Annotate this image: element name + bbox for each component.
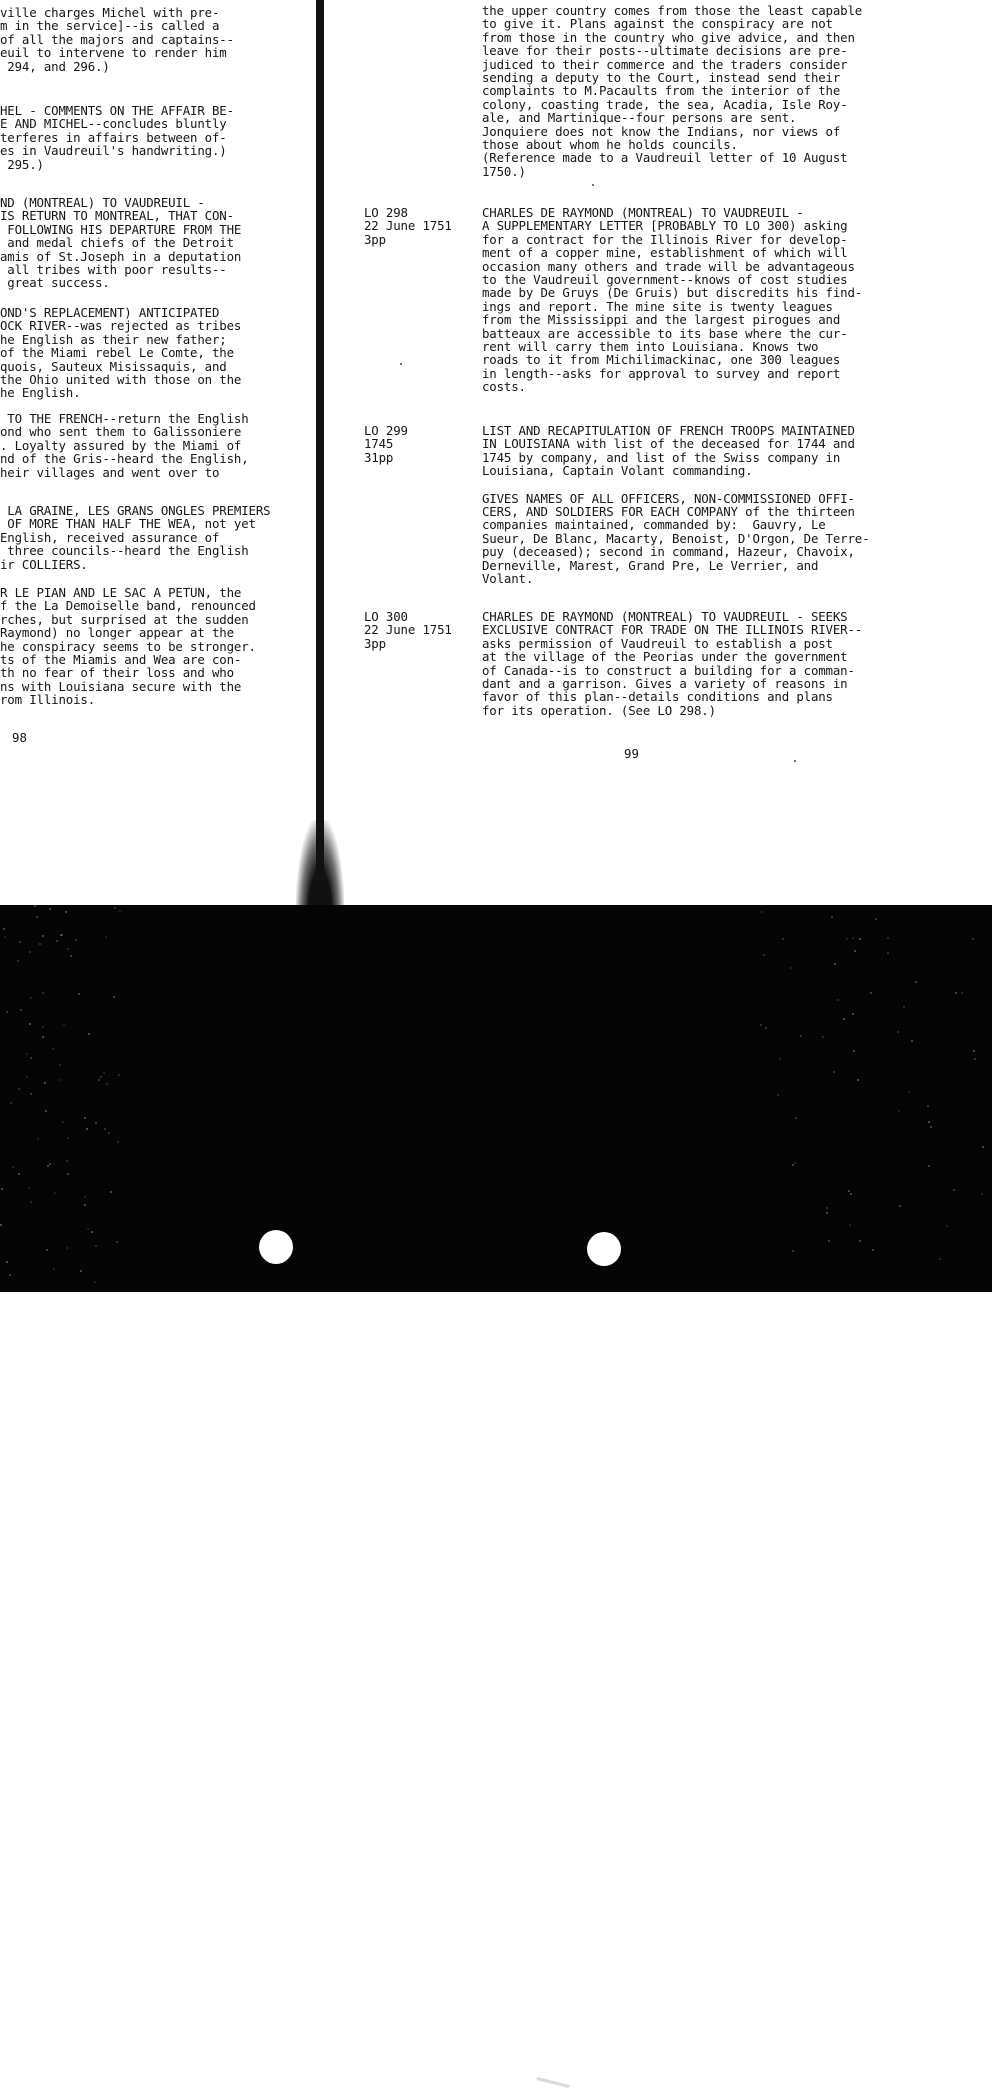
scan-speck bbox=[6, 1261, 8, 1263]
entry-pages: 3pp bbox=[364, 231, 386, 247]
scan-speck bbox=[794, 1162, 796, 1164]
scan-speck bbox=[66, 1247, 68, 1249]
scan-speck bbox=[30, 1093, 32, 1095]
continuation-text bbox=[482, 4, 862, 178]
scan-speck bbox=[26, 1076, 28, 1078]
text-line: costs. bbox=[482, 379, 526, 395]
scan-speck bbox=[872, 1249, 874, 1251]
text-line: Jonquiere does not know the Indians, nor views of bbox=[482, 123, 841, 139]
scan-speck bbox=[10, 1102, 12, 1104]
scan-speck bbox=[982, 1146, 984, 1148]
text-line: for a contract for the Illinois River for develop- bbox=[482, 231, 848, 247]
text-line: those about whom he holds councils. bbox=[482, 137, 738, 153]
scan-speck bbox=[849, 1224, 851, 1226]
text-line: m in the service]--is called a bbox=[0, 18, 220, 34]
text-line: f the La Demoiselle band, renounced bbox=[0, 598, 256, 614]
text-line: he English as their new father; bbox=[0, 331, 227, 347]
text-line: EXCLUSIVE CONTRACT FOR TRADE ON THE ILLINOIS RIVER-- bbox=[482, 622, 863, 638]
text-line: to the Vaudreuil government--knows of cost studies bbox=[482, 272, 848, 288]
scan-speck bbox=[18, 1173, 20, 1175]
text-line: ir COLLIERS. bbox=[0, 556, 88, 572]
scan-speck bbox=[897, 1031, 899, 1033]
text-line: TO THE FRENCH--return the English bbox=[0, 411, 249, 426]
text-line: IS RETURN TO MONTREAL, THAT CON- bbox=[0, 208, 234, 224]
text-line: GIVES NAMES OF ALL OFFICERS, NON-COMMISSIONED OFFI- bbox=[482, 490, 855, 506]
scan-speck bbox=[826, 1207, 828, 1209]
text-line: CHARLES DE RAYMOND (MONTREAL) TO VAUDREUIL - SEEKS bbox=[482, 609, 848, 624]
scan-speck bbox=[795, 1117, 797, 1119]
scan-speck bbox=[30, 1057, 32, 1059]
scan-speck bbox=[75, 939, 77, 941]
scan-speck bbox=[87, 1228, 89, 1230]
left-text-block bbox=[0, 196, 241, 290]
scan-speck bbox=[58, 1079, 60, 1081]
scan-speck bbox=[800, 1035, 802, 1037]
text-line: made by De Gruys (De Gruis) but discredits his find- bbox=[482, 285, 863, 301]
scan-speck bbox=[103, 1072, 105, 1074]
page-number-left: 98 bbox=[12, 730, 27, 745]
scan-speck bbox=[930, 1126, 932, 1128]
entry-description bbox=[482, 424, 869, 585]
left-text-block bbox=[0, 104, 234, 171]
text-line: ment of a copper mine, establishment of which will bbox=[482, 245, 848, 261]
entry-date: 1745 bbox=[364, 436, 394, 452]
entry-date: 22 June 1751 bbox=[364, 622, 452, 638]
text-line: the upper country comes from those the least capable bbox=[482, 3, 863, 18]
scan-speck bbox=[116, 1241, 118, 1243]
text-line: complaints to M.Pacaults from the interior of the bbox=[482, 83, 841, 99]
scan-speck bbox=[927, 1105, 929, 1107]
scan-speck bbox=[939, 1258, 941, 1260]
text-line: 1745 by company, and list of the Swiss company in bbox=[482, 449, 841, 465]
scan-speck bbox=[859, 1240, 861, 1242]
text-line: nd of the Gris--heard the English, bbox=[0, 451, 249, 467]
text-line: ND (MONTREAL) TO VAUDREUIL - bbox=[0, 195, 205, 210]
text-line: ond who sent them to Galissoniere bbox=[0, 424, 242, 440]
scan-speck bbox=[104, 1128, 106, 1130]
scan-speck bbox=[49, 908, 51, 910]
punch-hole bbox=[587, 1232, 621, 1266]
scan-speck bbox=[831, 916, 833, 918]
text-line: Raymond) no longer appear at the bbox=[0, 625, 234, 641]
scan-speck bbox=[981, 1193, 983, 1195]
scan-speck bbox=[1, 1188, 3, 1190]
scan-speck bbox=[84, 1196, 86, 1198]
scan-speck bbox=[822, 1036, 824, 1038]
scan-speck bbox=[852, 937, 854, 939]
scan-speck bbox=[761, 911, 763, 913]
scan-speck bbox=[848, 1190, 850, 1192]
text-line: and medal chiefs of the Detroit bbox=[0, 235, 234, 251]
scan-speck bbox=[49, 1163, 51, 1165]
scan-speck bbox=[915, 981, 917, 983]
left-text-block bbox=[0, 504, 270, 571]
scan-speck bbox=[908, 1091, 910, 1093]
text-line: ale, and Martinique--four persons are sent. bbox=[482, 110, 797, 126]
text-line: heir villages and went over to bbox=[0, 464, 220, 480]
scan-speck bbox=[67, 1173, 69, 1175]
scan-speck bbox=[118, 1074, 120, 1076]
scan-speck bbox=[42, 992, 44, 994]
scan-speck bbox=[80, 1270, 82, 1272]
scan-speck bbox=[30, 1201, 32, 1203]
text-line: colony, coasting trade, the sea, Acadia, Isle Roy- bbox=[482, 96, 848, 112]
scan-speck bbox=[52, 1048, 54, 1050]
text-line: dant and a garrison. Gives a variety of reasons in bbox=[482, 676, 848, 692]
scan-speck bbox=[34, 905, 36, 907]
scan-speck bbox=[39, 943, 41, 945]
scan-speck bbox=[67, 1137, 69, 1139]
entry-paragraph bbox=[482, 206, 862, 394]
scan-speck bbox=[837, 999, 839, 1001]
entry-id: LO 298 bbox=[364, 205, 408, 220]
scan-speck bbox=[3, 928, 5, 930]
text-line: 294, and 296.) bbox=[0, 58, 110, 74]
scan-speck bbox=[59, 1064, 61, 1066]
scan-speck bbox=[887, 952, 889, 954]
text-line: in length--asks for approval to survey and report bbox=[482, 365, 841, 381]
scan-speck bbox=[898, 1110, 900, 1112]
scan-speck bbox=[91, 1231, 93, 1233]
text-line: puy (deceased); second in command, Hazeur, Chavoix, bbox=[482, 544, 855, 560]
text-line: 1750.) bbox=[482, 163, 526, 179]
text-line: es in Vaudreuil's handwriting.) bbox=[0, 143, 227, 159]
text-line: companies maintained, commanded by: Gauvry, Le bbox=[482, 517, 826, 533]
scan-speck bbox=[792, 1250, 794, 1252]
scan-speck bbox=[19, 941, 21, 943]
entry-paragraph bbox=[482, 610, 862, 717]
scan-speck bbox=[12, 1166, 14, 1168]
scan-speck bbox=[106, 1083, 108, 1085]
scan-speck bbox=[9, 1274, 11, 1276]
text-line: euil to intervene to render him bbox=[0, 45, 227, 61]
entry-reference bbox=[364, 610, 464, 650]
text-line: of the Miami rebel Le Comte, the bbox=[0, 345, 234, 361]
scan-speck bbox=[834, 963, 836, 965]
text-line: for its operation. (See LO 298.) bbox=[482, 702, 716, 718]
scan-speck bbox=[833, 1071, 835, 1073]
text-line: OF MORE THAN HALF THE WEA, not yet bbox=[0, 516, 256, 532]
text-line: asks permission of Vaudreuil to establish a post bbox=[482, 635, 833, 651]
left-text-block bbox=[0, 586, 256, 707]
scan-speck bbox=[114, 907, 116, 909]
text-line: of all the majors and captains-- bbox=[0, 31, 234, 47]
text-line: CHARLES DE RAYMOND (MONTREAL) TO VAUDREUIL - bbox=[482, 205, 804, 220]
scan-speck bbox=[37, 1138, 39, 1140]
text-line: to give it. Plans against the conspiracy are not bbox=[482, 16, 833, 32]
text-line: judiced to their commerce and the traders consider bbox=[482, 56, 848, 72]
entry-date: 22 June 1751 bbox=[364, 218, 452, 234]
text-line: IN LOUISIANA with list of the deceased for 1744 and bbox=[482, 436, 855, 452]
scan-speck bbox=[98, 1079, 100, 1081]
scan-speck bbox=[777, 1094, 779, 1096]
scan-speck bbox=[850, 1193, 852, 1195]
text-line: ings and report. The mine site is twenty leagues bbox=[482, 298, 833, 314]
scan-speck bbox=[854, 950, 856, 952]
scan-speck bbox=[61, 934, 63, 936]
scan-speck bbox=[119, 910, 121, 912]
scan-speck bbox=[95, 1122, 97, 1124]
scan-speck bbox=[828, 1240, 830, 1242]
scan-speck bbox=[911, 1040, 913, 1042]
scan-speck bbox=[961, 992, 963, 994]
text-line: LA GRAINE, LES GRANS ONGLES PREMIERS bbox=[0, 503, 271, 518]
text-line: rent will carry them into Louisiana. Knows two bbox=[482, 339, 819, 355]
scan-speck bbox=[899, 1205, 901, 1207]
scan-speck bbox=[46, 1249, 48, 1251]
text-line: OND'S REPLACEMENT) ANTICIPATED bbox=[0, 305, 220, 320]
scan-speck bbox=[29, 951, 31, 953]
text-line: LIST AND RECAPITULATION OF FRENCH TROOPS MAINTAINED bbox=[482, 423, 855, 438]
scan-dot bbox=[400, 363, 402, 365]
text-line: at the village of the Peorias under the government bbox=[482, 649, 848, 665]
text-line: he English. bbox=[0, 385, 81, 401]
text-line: . Loyalty assured by the Miami of bbox=[0, 437, 242, 453]
scan-speck bbox=[4, 936, 6, 938]
text-line: ns with Louisiana secure with the bbox=[0, 678, 242, 694]
scan-speck bbox=[870, 992, 872, 994]
scan-speck bbox=[973, 1050, 975, 1052]
scan-speck bbox=[54, 1192, 56, 1194]
entry-paragraph bbox=[482, 424, 869, 478]
scan-speck bbox=[113, 996, 115, 998]
scan-speck bbox=[903, 1006, 905, 1008]
scan-speck bbox=[56, 940, 58, 942]
scan-speck bbox=[86, 1128, 88, 1130]
scan-speck bbox=[36, 916, 38, 918]
text-line: batteaux are accessible to its base where the cur- bbox=[482, 325, 848, 341]
text-line: favor of this plan--details conditions and plans bbox=[482, 689, 833, 705]
scan-speck bbox=[946, 1225, 948, 1227]
scan-dark-region bbox=[0, 905, 992, 1292]
punch-hole bbox=[259, 1230, 293, 1264]
text-line: E AND MICHEL--concludes bluntly bbox=[0, 116, 227, 132]
scan-speck bbox=[42, 1036, 44, 1038]
text-line: th no fear of their loss and who bbox=[0, 665, 234, 681]
scan-speck bbox=[826, 1212, 828, 1214]
entry-description bbox=[482, 610, 862, 717]
text-line: CERS, AND SOLDIERS FOR EACH COMPANY of the thirteen bbox=[482, 504, 855, 520]
scan-speck bbox=[117, 1141, 119, 1143]
text-line: quois, Sauteux Misissaquis, and bbox=[0, 358, 227, 374]
scan-speck bbox=[62, 1121, 64, 1123]
text-line: leave for their posts--ultimate decisions are pre- bbox=[482, 43, 848, 59]
scan-speck bbox=[42, 1026, 44, 1028]
scan-speck bbox=[20, 1009, 22, 1011]
scan-speck bbox=[44, 1082, 46, 1084]
text-line: rom Illinois. bbox=[0, 692, 96, 708]
text-line: roads to it from Michilimackinac, one 300 leagues bbox=[482, 352, 841, 368]
text-line: he conspiracy seems to be stronger. bbox=[0, 638, 256, 654]
text-line: A SUPPLEMENTARY LETTER [PROBABLY TO LO 300) asking bbox=[482, 218, 848, 234]
scan-speck bbox=[63, 1024, 65, 1026]
scan-speck bbox=[972, 938, 974, 940]
scan-speck bbox=[29, 1023, 31, 1025]
scan-speck bbox=[859, 938, 861, 940]
left-text-block bbox=[0, 306, 241, 400]
text-line: all tribes with poor results-- bbox=[0, 262, 227, 278]
text-line: (Reference made to a Vaudreuil letter of 10 August bbox=[482, 150, 848, 166]
scan-speck bbox=[875, 918, 877, 920]
page-number-right: 99 bbox=[624, 746, 639, 761]
text-line: amis of St.Joseph in a deputation bbox=[0, 248, 242, 264]
scan-speck bbox=[84, 1117, 86, 1119]
scan-speck bbox=[84, 1204, 86, 1206]
scan-speck bbox=[17, 960, 19, 962]
entry-description bbox=[482, 206, 862, 394]
scan-speck bbox=[887, 937, 889, 939]
scan-speck bbox=[846, 938, 848, 940]
text-line: terferes in affairs between of- bbox=[0, 129, 227, 145]
entry-reference bbox=[364, 206, 464, 246]
text-line: 295.) bbox=[0, 156, 44, 172]
scan-speck bbox=[88, 1033, 90, 1035]
scan-speck bbox=[53, 1268, 55, 1270]
scan-dot bbox=[794, 760, 796, 762]
scan-speck bbox=[0, 1224, 2, 1226]
scan-speck bbox=[26, 1053, 28, 1055]
scan-speck bbox=[760, 1024, 762, 1026]
scan-speck bbox=[28, 1187, 30, 1189]
scan-speck bbox=[47, 1165, 49, 1167]
scan-speck bbox=[953, 1189, 955, 1191]
text-line: ts of the Miamis and Wea are con- bbox=[0, 652, 242, 668]
scan-speck bbox=[857, 1079, 859, 1081]
scan-speck bbox=[18, 1088, 20, 1090]
scan-speck bbox=[66, 1160, 68, 1162]
text-line: great success. bbox=[0, 275, 110, 291]
text-line: HEL - COMMENTS ON THE AFFAIR BE- bbox=[0, 103, 234, 118]
scan-speck bbox=[110, 1191, 112, 1193]
scan-speck bbox=[30, 997, 32, 999]
scan-speck bbox=[853, 1050, 855, 1052]
scan-speck bbox=[42, 935, 44, 937]
scan-speck bbox=[852, 1013, 854, 1015]
scan-speck bbox=[67, 948, 69, 950]
scan-speck bbox=[70, 955, 72, 957]
entry-paragraph bbox=[482, 492, 869, 586]
text-line: the Ohio united with those on the bbox=[0, 372, 242, 388]
entry-pages: 31pp bbox=[364, 449, 394, 465]
entry-id: LO 300 bbox=[364, 609, 408, 624]
scan-speck bbox=[790, 967, 792, 969]
scan-streak bbox=[536, 2077, 570, 2088]
text-line: sending a deputy to the Court, instead send their bbox=[482, 70, 841, 86]
text-line: three councils--heard the English bbox=[0, 543, 249, 559]
scan-speck bbox=[78, 993, 80, 995]
entry-reference bbox=[364, 424, 464, 464]
text-line: ville charges Michel with pre- bbox=[0, 5, 220, 20]
scan-dot bbox=[592, 184, 594, 186]
text-line: occasion many others and trade will be advantageous bbox=[482, 258, 855, 274]
text-line: English, received assurance of bbox=[0, 529, 220, 545]
scan-speck bbox=[100, 1076, 102, 1078]
entry-pages: 3pp bbox=[364, 635, 386, 651]
scan-speck bbox=[6, 1011, 8, 1013]
scan-speck bbox=[779, 1058, 781, 1060]
scan-speck bbox=[105, 936, 107, 938]
text-line: Volant. bbox=[482, 571, 534, 587]
scan-speck bbox=[108, 1132, 110, 1134]
book-gutter bbox=[316, 0, 324, 912]
scan-speck bbox=[95, 1245, 97, 1247]
scan-speck bbox=[65, 911, 67, 913]
text-line: Sueur, De Blanc, Macarty, Benoist, D'Orgon, De Terre- bbox=[482, 530, 870, 546]
scan-speck bbox=[928, 1121, 930, 1123]
text-line: OCK RIVER--was rejected as tribes bbox=[0, 318, 242, 334]
text-line: Derneville, Marest, Grand Pre, Le Verrier, and bbox=[482, 557, 819, 573]
text-line: rches, but surprised at the sudden bbox=[0, 611, 249, 627]
text-line: from those in the country who give advice, and then bbox=[482, 29, 855, 45]
text-line: of Canada--is to construct a building for a comman- bbox=[482, 662, 855, 678]
scan-speck bbox=[94, 1281, 96, 1283]
left-text-block bbox=[0, 6, 234, 73]
text-line: FOLLOWING HIS DEPARTURE FROM THE bbox=[0, 221, 242, 237]
text-line: Louisiana, Captain Volant commanding. bbox=[482, 463, 753, 479]
scan-speck bbox=[763, 954, 765, 956]
scan-speck bbox=[45, 1110, 47, 1112]
scan-speck bbox=[974, 1058, 976, 1060]
text-line: R LE PIAN AND LE SAC A PETUN, the bbox=[0, 585, 242, 600]
scan-speck bbox=[843, 1018, 845, 1020]
scan-speck bbox=[782, 938, 784, 940]
text-line: from the Mississippi and the largest pirogues and bbox=[482, 312, 841, 328]
scan-speck bbox=[792, 1164, 794, 1166]
scan-speck bbox=[765, 1027, 767, 1029]
entry-id: LO 299 bbox=[364, 423, 408, 438]
left-text-block bbox=[0, 412, 249, 479]
scan-speck bbox=[955, 992, 957, 994]
scan-speck bbox=[928, 1165, 930, 1167]
